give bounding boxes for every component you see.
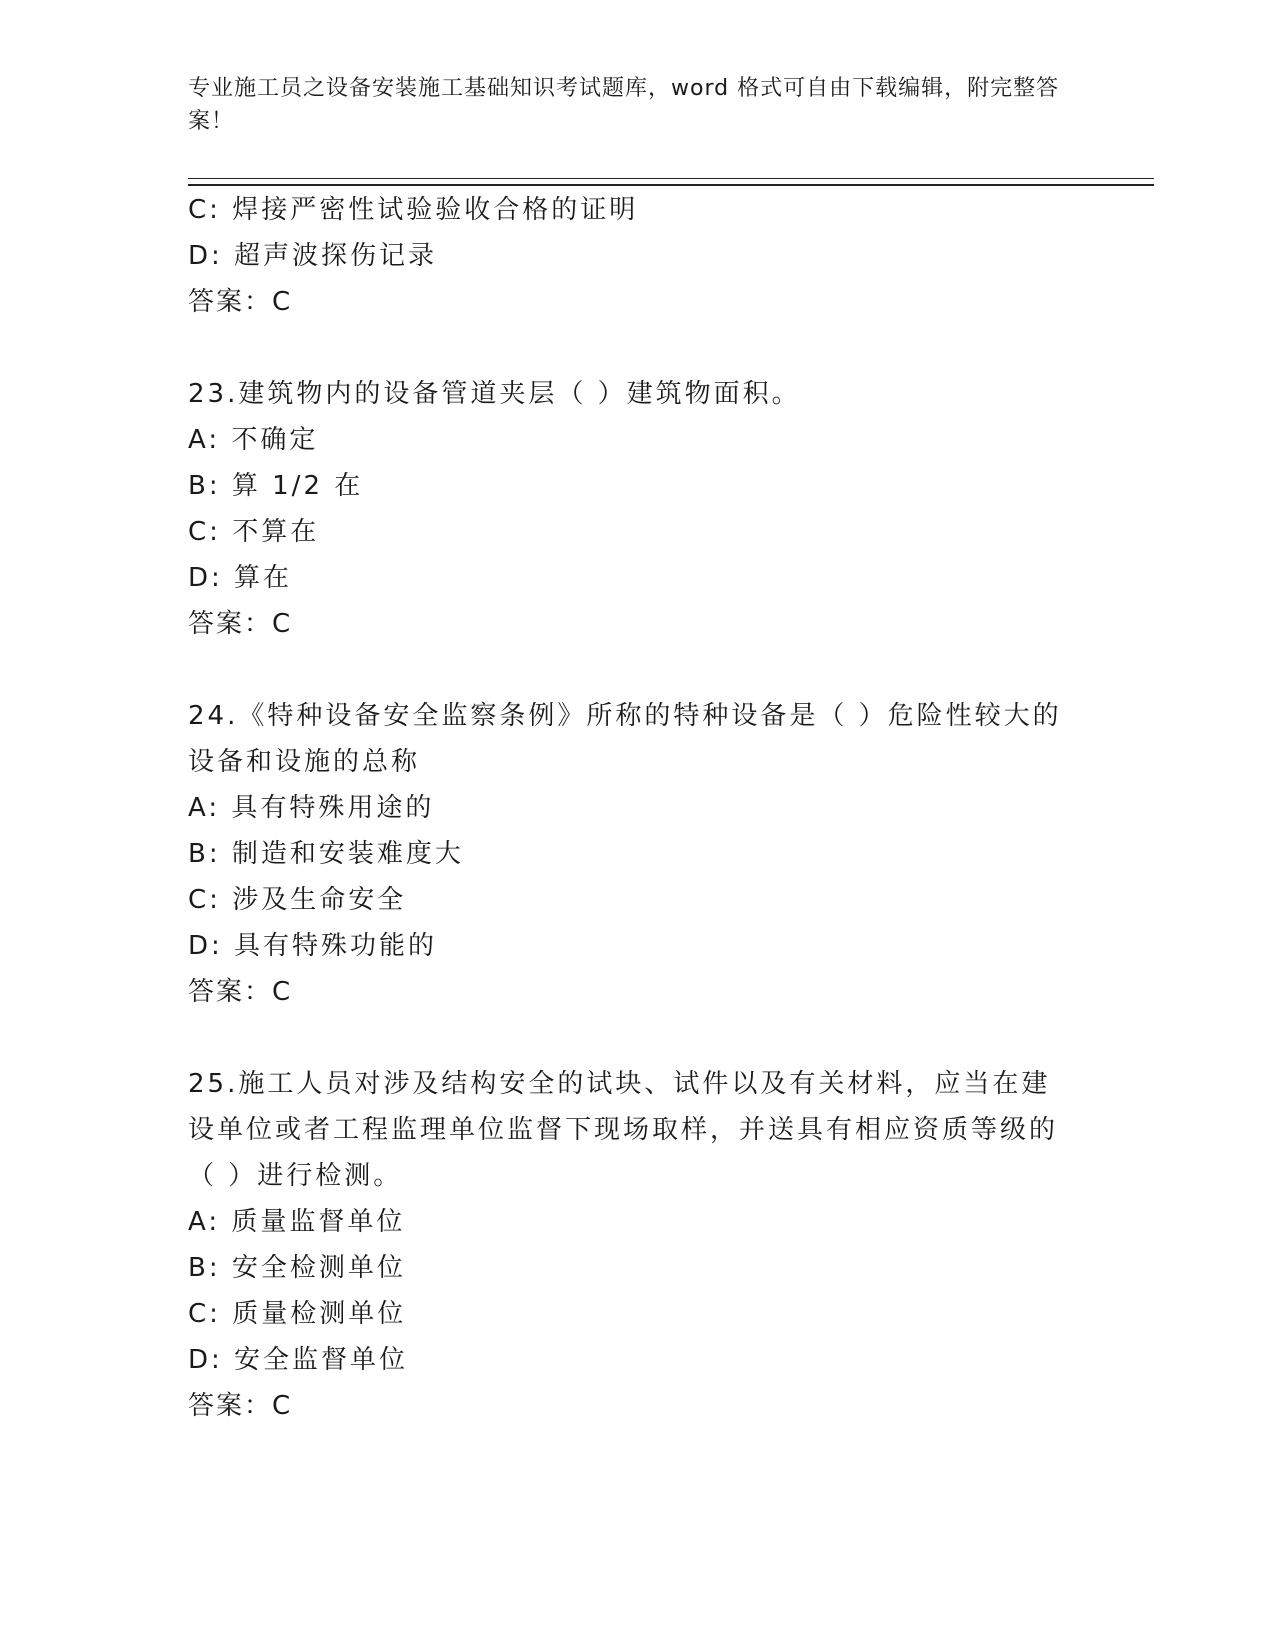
question-24 — [188, 693, 1088, 1015]
question-list — [188, 187, 1088, 1429]
option-text: 不确定 — [231, 425, 319, 455]
option-a — [188, 785, 1088, 831]
option-text: 安全检测单位 — [231, 1253, 406, 1283]
option-b — [188, 1245, 1088, 1291]
spacer — [188, 1015, 1088, 1061]
option-letter: B: — [188, 839, 221, 869]
option-d — [188, 923, 1088, 969]
spacer — [188, 647, 1088, 693]
option-a — [188, 417, 1088, 463]
option-letter: C: — [188, 517, 221, 547]
question-23 — [188, 371, 1088, 647]
option-letter: A: — [188, 425, 221, 455]
header-divider-thick — [188, 184, 1154, 186]
option-c — [188, 509, 1088, 555]
answer-line: 答案：C — [188, 1391, 293, 1421]
option-b — [188, 463, 1088, 509]
question-stem: 23.建筑物内的设备管道夹层（ ）建筑物面积。 — [188, 379, 801, 409]
spacer — [188, 325, 1088, 371]
option-b — [188, 831, 1088, 877]
option-text: 算在 — [234, 563, 293, 593]
question-stem: 25.施工人员对涉及结构安全的试块、试件以及有关材料，应当在建设单位或者工程监理单位监督下现场取样，并送具有相应资质等级的（ ）进行检测。 — [188, 1069, 1059, 1191]
option-c — [188, 877, 1088, 923]
option-text: 具有特殊功能的 — [234, 931, 438, 961]
document-header: 专业施工员之设备安装施工基础知识考试题库，word 格式可自由下载编辑，附完整答案！ — [188, 76, 1060, 134]
option-d — [188, 233, 1088, 279]
option-letter: C: — [188, 195, 221, 225]
option-letter: B: — [188, 471, 221, 501]
option-text: 算 1/2 在 — [231, 471, 364, 501]
option-letter: D: — [188, 931, 223, 961]
option-letter: A: — [188, 793, 221, 823]
option-letter: D: — [188, 241, 223, 271]
question-25 — [188, 1061, 1088, 1429]
option-c — [188, 1291, 1088, 1337]
question-stem: 24.《特种设备安全监察条例》所称的特种设备是（ ）危险性较大的设备和设施的总称 — [188, 701, 1062, 777]
option-letter: D: — [188, 563, 223, 593]
option-text: 制造和安装难度大 — [231, 839, 464, 869]
option-text: 质量检测单位 — [232, 1299, 407, 1329]
option-letter: C: — [188, 885, 221, 915]
answer-line: 答案：C — [188, 609, 293, 639]
answer-line: 答案：C — [188, 287, 293, 317]
option-text: 不算在 — [232, 517, 320, 547]
option-text: 涉及生命安全 — [232, 885, 407, 915]
answer-line: 答案：C — [188, 977, 293, 1007]
option-text: 质量监督单位 — [231, 1207, 406, 1237]
option-text: 具有特殊用途的 — [231, 793, 435, 823]
option-d — [188, 555, 1088, 601]
option-c — [188, 187, 1088, 233]
option-text: 焊接严密性试验验收合格的证明 — [232, 195, 639, 225]
option-a — [188, 1199, 1088, 1245]
header-divider-thin — [188, 178, 1154, 179]
option-letter: A: — [188, 1207, 221, 1237]
option-d — [188, 1337, 1088, 1383]
option-text: 超声波探伤记录 — [234, 241, 438, 271]
partial-question — [188, 187, 1088, 325]
option-text: 安全监督单位 — [234, 1345, 409, 1375]
option-letter: D: — [188, 1345, 223, 1375]
option-letter: B: — [188, 1253, 221, 1283]
option-letter: C: — [188, 1299, 221, 1329]
